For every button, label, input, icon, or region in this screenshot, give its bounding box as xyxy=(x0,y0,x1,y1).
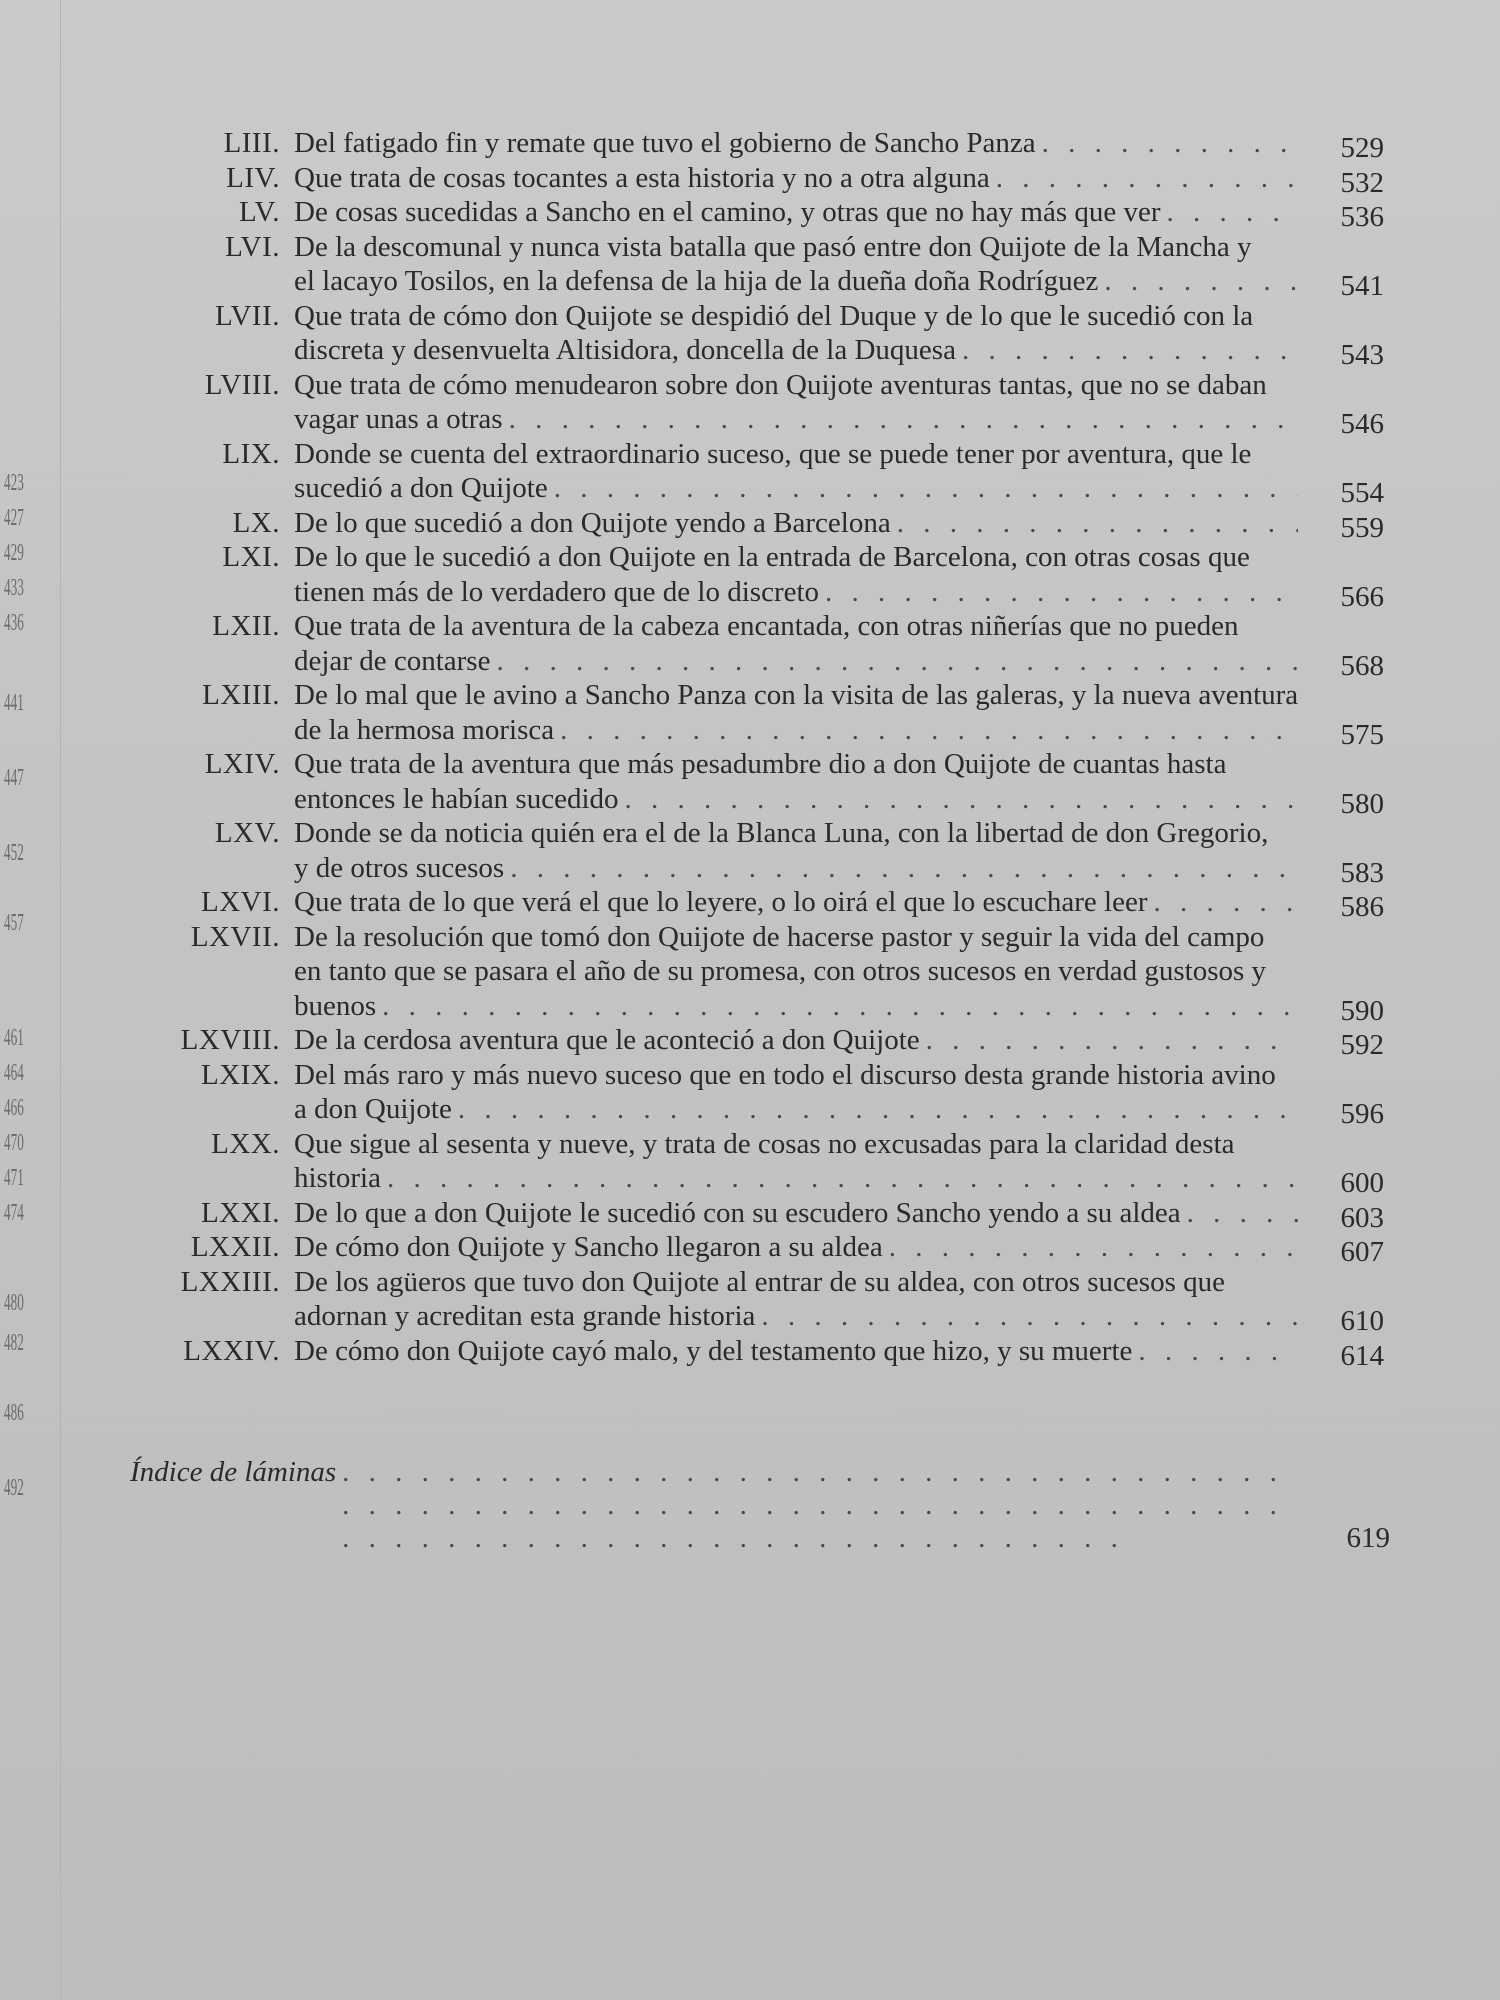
chapter-title-line: Donde se da noticia quién era el de la Blanca Luna, con la libertad de don Gregorio, xyxy=(294,817,1269,849)
leader-dots xyxy=(1138,1334,1298,1369)
margin-page-number: 464 xyxy=(4,1060,24,1086)
chapter-number: LV. xyxy=(238,196,280,228)
chapter-title xyxy=(294,920,1304,1024)
chapter-title-line: Que trata de cómo menudearon sobre don Quijote aventuras tantas, que no se daban xyxy=(294,368,1267,401)
chapter-title-line: De cosas sucedidas a Sancho en el camino, y otras que no hay más que ver xyxy=(294,196,1161,228)
toc-entry xyxy=(150,195,1400,233)
chapter-title xyxy=(294,437,1304,506)
page-number: 536 xyxy=(1340,201,1384,233)
chapter-title-line: buenos xyxy=(294,989,377,1022)
chapter-title-line: De la cerdosa aventura que le aconteció a don Quijote xyxy=(294,1024,920,1056)
chapter-number: LXIX. xyxy=(200,1058,280,1091)
chapter-number: LXXIII. xyxy=(180,1265,280,1298)
page-number: 575 xyxy=(1340,718,1384,751)
leader-dots xyxy=(560,713,1298,748)
chapter-title-line: en tanto que se pasara el año de su promesa, con otros sucesos en verdad gustosos y xyxy=(294,955,1267,987)
page-number: 580 xyxy=(1340,787,1384,820)
page-number: 532 xyxy=(1340,166,1384,199)
chapter-title xyxy=(294,299,1304,368)
chapter-title xyxy=(294,816,1304,885)
toc-entry xyxy=(150,506,1400,544)
chapter-title-line: De la resolución que tomó don Quijote de hacerse pastor y seguir la vida del campo xyxy=(294,920,1265,953)
margin-page-number: 427 xyxy=(4,505,24,531)
margin-page-number: 452 xyxy=(4,840,24,866)
leader-dots xyxy=(962,333,1298,368)
margin-page-number: 461 xyxy=(4,1025,24,1051)
chapter-number: LXIII. xyxy=(202,679,280,711)
chapter-number: LVIII. xyxy=(204,368,280,401)
chapter-title-line: De lo que sucedió a don Quijote yendo a Barcelona xyxy=(294,506,891,539)
table-of-contents xyxy=(150,126,1400,1372)
chapter-number: LXII. xyxy=(212,610,280,642)
chapter-title-line: entonces le habían sucedido xyxy=(294,782,619,815)
leader-dots xyxy=(761,1299,1298,1334)
margin-page-number: 471 xyxy=(4,1165,24,1191)
margin-page-number: 423 xyxy=(4,470,24,496)
page-number: 554 xyxy=(1340,477,1384,509)
chapter-number: LXIV. xyxy=(204,748,280,780)
leader-dots xyxy=(554,471,1298,506)
chapter-title-line: y de otros sucesos xyxy=(294,851,505,884)
index-of-plates-entry xyxy=(130,1456,1390,1555)
page-number: 610 xyxy=(1340,1305,1384,1337)
chapter-title xyxy=(294,540,1304,609)
toc-entry xyxy=(150,540,1400,613)
chapter-title xyxy=(294,678,1304,747)
page-number: 559 xyxy=(1340,511,1384,544)
chapter-title-line: el lacayo Tosilos, en la defensa de la hija de la dueña doña Rodríguez xyxy=(294,265,1099,297)
page-number: 546 xyxy=(1340,408,1384,440)
page-number: 603 xyxy=(1340,1201,1384,1234)
page-number: 592 xyxy=(1340,1029,1384,1061)
margin-page-number: 466 xyxy=(4,1095,24,1121)
toc-entry xyxy=(150,678,1400,751)
chapter-title-line: De lo mal que le avino a Sancho Panza con la visita de las galeras, y la nueva aventura xyxy=(294,679,1299,711)
chapter-title xyxy=(294,506,1304,541)
chapter-title xyxy=(294,1023,1304,1058)
margin-page-number: 486 xyxy=(4,1400,24,1426)
chapter-number: LIV. xyxy=(226,161,280,194)
chapter-number: LXI. xyxy=(222,541,280,573)
leader-dots xyxy=(897,506,1298,541)
chapter-number: LXXI. xyxy=(200,1196,280,1229)
leader-dots xyxy=(996,161,1298,196)
toc-entry xyxy=(150,368,1400,440)
chapter-title-line: Que trata de la aventura de la cabeza encantada, con otras niñerías que no pueden xyxy=(294,610,1239,642)
page-number: 568 xyxy=(1340,649,1384,682)
toc-entry xyxy=(150,1334,1400,1372)
toc-entry xyxy=(150,609,1400,682)
chapter-number: LXXII. xyxy=(190,1231,280,1263)
chapter-title-line: discreta y desenvuelta Altisidora, doncella de la Duquesa xyxy=(294,334,956,366)
toc-entry xyxy=(150,126,1400,164)
chapter-title-line: Del más raro y más nuevo suceso que en todo el discurso desta grande historia avino xyxy=(294,1058,1276,1091)
chapter-title xyxy=(294,368,1304,437)
chapter-number: LIII. xyxy=(223,127,280,159)
chapter-title-line: a don Quijote xyxy=(294,1093,452,1125)
chapter-title-line: Que trata de la aventura que más pesadumbre dio a don Quijote de cuantas hasta xyxy=(294,748,1227,780)
chapter-title-line: Que trata de cosas tocantes a esta historia y no a otra alguna xyxy=(294,161,990,194)
facing-page-margin xyxy=(0,0,61,2000)
leader-dots xyxy=(509,402,1298,437)
chapter-number: LXX. xyxy=(211,1127,280,1160)
chapter-title xyxy=(294,230,1304,299)
index-of-plates-page: 619 xyxy=(1346,1522,1390,1554)
page-number: 529 xyxy=(1340,132,1384,164)
chapter-title-line: Del fatigado fin y remate que tuvo el gobierno de Sancho Panza xyxy=(294,127,1036,159)
chapter-title-line: De cómo don Quijote y Sancho llegaron a su aldea xyxy=(294,1231,883,1263)
chapter-title-line: vagar unas a otras xyxy=(294,403,503,435)
toc-entry xyxy=(150,1230,1400,1268)
leader-dots xyxy=(382,989,1298,1024)
page-number: 600 xyxy=(1340,1167,1384,1199)
margin-page-number: 474 xyxy=(4,1200,24,1226)
toc-entry xyxy=(150,1058,1400,1130)
toc-entry xyxy=(150,1127,1400,1199)
chapter-number: LVII. xyxy=(214,299,280,332)
chapter-title-line: de la hermosa morisca xyxy=(294,713,555,746)
chapter-number: LVI. xyxy=(225,230,280,263)
margin-page-number: 480 xyxy=(4,1290,24,1316)
toc-entry xyxy=(150,885,1400,923)
margin-page-number: 492 xyxy=(4,1475,24,1501)
margin-page-number: 457 xyxy=(4,910,24,936)
margin-page-number: 433 xyxy=(4,575,24,601)
margin-page-number: 470 xyxy=(4,1130,24,1156)
page-number: 596 xyxy=(1340,1098,1384,1130)
chapter-number: LXVI. xyxy=(200,886,280,918)
chapter-number: LX. xyxy=(232,506,280,539)
chapter-title xyxy=(294,1058,1304,1127)
chapter-title-line: tienen más de lo verdadero que de lo discreto xyxy=(294,575,820,608)
chapter-title xyxy=(294,1127,1304,1196)
leader-dots xyxy=(825,575,1298,610)
chapter-number: LXVII. xyxy=(190,920,280,953)
margin-page-number: 436 xyxy=(4,610,24,636)
chapter-title-line: sucedió a don Quijote xyxy=(294,472,548,504)
chapter-title-line: De la descomunal y nunca vista batalla que pasó entre don Quijote de la Mancha y xyxy=(294,230,1252,263)
margin-page-number: 482 xyxy=(4,1330,24,1356)
leader-dots xyxy=(926,1023,1298,1058)
chapter-title xyxy=(294,1230,1304,1265)
chapter-title-line: dejar de contarse xyxy=(294,644,491,677)
toc-entry xyxy=(150,437,1400,509)
chapter-title xyxy=(294,126,1304,161)
chapter-title-line: Donde se cuenta del extraordinario suceso, que se puede tener por aventura, que le xyxy=(294,437,1252,470)
leader-dots xyxy=(1153,885,1298,920)
chapter-title-line: historia xyxy=(294,1162,381,1194)
chapter-title xyxy=(294,609,1304,678)
chapter-number: LIX. xyxy=(222,437,280,470)
chapter-title-line: De lo que le sucedió a don Quijote en la entrada de Barcelona, con otras cosas que xyxy=(294,541,1250,573)
chapter-title-line: Que trata de lo que verá el que lo leyere, o lo oirá el que lo escuchare leer xyxy=(294,886,1148,918)
margin-page-number: 429 xyxy=(4,540,24,566)
leader-dots xyxy=(625,782,1298,817)
chapter-number: LXV. xyxy=(214,817,280,849)
toc-entry xyxy=(150,299,1400,371)
leader-dots xyxy=(342,1456,1304,1555)
index-of-plates-label: Índice de láminas xyxy=(130,1456,337,1488)
chapter-title xyxy=(294,195,1304,230)
leader-dots xyxy=(1042,126,1298,161)
toc-entry xyxy=(150,161,1400,199)
margin-page-number: 441 xyxy=(4,690,24,716)
margin-page-number: 447 xyxy=(4,765,24,791)
page-number: 590 xyxy=(1340,994,1384,1027)
chapter-title xyxy=(294,161,1304,196)
leader-dots xyxy=(889,1230,1298,1265)
page-number: 543 xyxy=(1340,339,1384,371)
chapter-title xyxy=(294,1196,1304,1231)
leader-dots xyxy=(1187,1196,1298,1231)
toc-entry xyxy=(150,1023,1400,1061)
leader-dots xyxy=(387,1161,1298,1196)
toc-entry xyxy=(150,747,1400,820)
toc-entry xyxy=(150,230,1400,302)
leader-dots xyxy=(458,1092,1298,1127)
page-number: 583 xyxy=(1340,856,1384,889)
toc-entry xyxy=(150,1265,1400,1337)
chapter-title xyxy=(294,885,1304,920)
chapter-title-line: Que sigue al sesenta y nueve, y trata de cosas no excusadas para la claridad desta xyxy=(294,1127,1235,1160)
leader-dots xyxy=(1104,264,1298,299)
page-number: 566 xyxy=(1340,580,1384,613)
chapter-number: LXVIII. xyxy=(180,1024,280,1056)
page-number: 614 xyxy=(1340,1339,1384,1372)
chapter-title-line: De lo que a don Quijote le sucedió con su escudero Sancho yendo a su aldea xyxy=(294,1196,1181,1229)
page-number: 541 xyxy=(1340,270,1384,302)
chapter-title xyxy=(294,1334,1304,1369)
chapter-number: LXXIV. xyxy=(183,1334,280,1367)
leader-dots xyxy=(496,644,1298,679)
toc-entry xyxy=(150,920,1400,1027)
page-number: 586 xyxy=(1340,891,1384,923)
chapter-title xyxy=(294,747,1304,816)
chapter-title-line: De los agüeros que tuvo don Quijote al entrar de su aldea, con otros sucesos que xyxy=(294,1265,1225,1298)
leader-dots xyxy=(510,851,1298,886)
chapter-title-line: adornan y acreditan esta grande historia xyxy=(294,1300,756,1332)
chapter-title xyxy=(294,1265,1304,1334)
chapter-title-line: Que trata de cómo don Quijote se despidió del Duque y de lo que le sucedió con la xyxy=(294,299,1254,332)
toc-entry xyxy=(150,1196,1400,1234)
chapter-title-line: De cómo don Quijote cayó malo, y del testamento que hizo, y su muerte xyxy=(294,1334,1133,1367)
leader-dots xyxy=(1167,195,1298,230)
page-number: 607 xyxy=(1340,1236,1384,1268)
toc-entry xyxy=(150,816,1400,889)
